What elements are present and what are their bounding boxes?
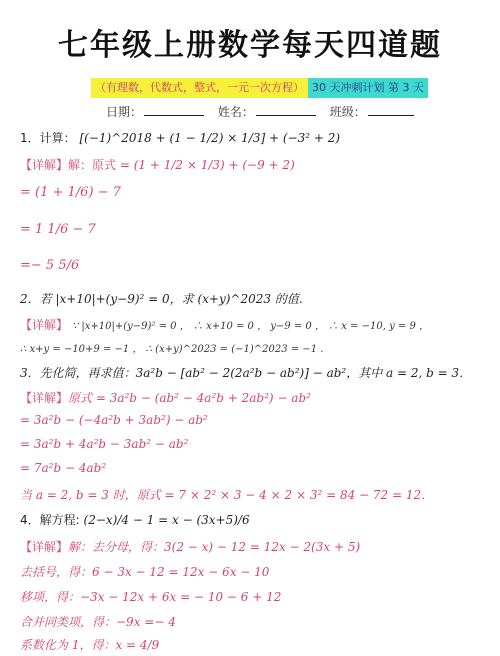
q3-prompt-text: 3．先化简，再求值：3a²b − [ab² − 2(2a²b − ab²)] − ab²，其中 a = 2, b = 3． <box>20 366 472 380</box>
q2-line2: ∴ x+y = −10+9 = −1 ， ∴ (x+y)^2023 = (−1)^2023 = −1 . <box>20 344 324 355</box>
page-title: 七年级上册数学每天四道题 <box>58 28 442 63</box>
class-label: 班级： <box>329 105 366 119</box>
q2-line1: ∵ |x+10|+(y−9)² = 0 ， ∴ x+10 = 0 ， y−9 = 0 ， ∴ x = −10, y = 9 ， <box>71 321 430 332</box>
q1-answer-lead: 解：原式 = <box>68 158 134 172</box>
q4-expression: (2−x)/4 − 1 = x − (3x+5)/6 <box>83 513 250 527</box>
q1-line3: = 1 1/6 − 7 <box>20 222 96 237</box>
q2-answer-tag: 【详解】 <box>20 318 69 332</box>
topics-tag: （有理数，代数式，整式，一元一次方程） <box>91 78 308 98</box>
q4-answer-line1 <box>20 538 360 555</box>
q3-line4: = 7a²b − 4ab² <box>20 461 107 475</box>
q4-answer-tag: 【详解】 <box>20 540 69 554</box>
name-blank <box>256 103 316 116</box>
q4-line5: 系数化为 1，得：x = 4/9 <box>20 638 160 652</box>
q4-line4: 合并同类项，得：−9x =− 4 <box>20 615 176 629</box>
q1-expression: [(−1)^2018 + (1 − 1/2) × 1/3] + (−3² + 2) <box>79 131 341 145</box>
q3-answer-line1 <box>20 389 311 406</box>
q1-line2: = (1 + 1/6) − 7 <box>20 185 121 200</box>
name-label: 姓名： <box>217 105 254 119</box>
q4-line3: 移项，得：−3x − 12x + 6x = − 10 − 6 + 12 <box>20 590 282 604</box>
q1-prompt: 1．计算： <box>20 131 76 145</box>
q3-line3: = 3a²b + 4a²b − 3ab² − ab² <box>20 437 189 451</box>
q4-line1: 解：去分母，得：3(2 − x) − 12 = 12x − 2(3x + 5) <box>68 540 361 554</box>
q1-line1: (1 + 1/2 × 1/3) + (−9 + 2) <box>133 158 295 172</box>
q2-prompt-text: 2．若 |x+10|+(y−9)² = 0，求 (x+y)^2023 的值. <box>20 292 303 306</box>
info-row <box>106 103 424 120</box>
q4-line2: 去括号，得：6 − 3x − 12 = 12x − 6x − 10 <box>20 565 270 579</box>
q3-answer-tag: 【详解】 <box>20 391 69 405</box>
q4-prompt: 4．解方程: <box>20 513 80 527</box>
day-text: 第 3 天 <box>388 81 424 94</box>
plan-text: 30 天冲刺计划 <box>312 81 385 94</box>
q1-line4: =− 5 5/6 <box>20 258 80 273</box>
q2-answer-line1 <box>20 316 429 333</box>
q4-prompt-line <box>20 511 250 528</box>
date-label: 日期： <box>106 105 143 119</box>
q1-prompt-line <box>20 129 340 146</box>
date-blank <box>144 103 204 116</box>
tag-row <box>91 78 428 98</box>
q3-prompt <box>20 364 471 381</box>
q1-answer-tag: 【详解】 <box>20 158 69 172</box>
q3-line1: 原式 = 3a²b − (ab² − 4a²b + 2ab²) − ab² <box>68 391 311 405</box>
q1-answer-line1 <box>20 156 295 173</box>
q3-line5: 当 a = 2, b = 3 时，原式 = 7 × 2² × 3 − 4 × 2 × 3² = 84 − 72 = 12． <box>20 488 434 502</box>
q3-line2: = 3a²b − (−4a²b + 3ab²) − ab² <box>20 413 208 427</box>
class-blank <box>368 103 414 116</box>
plan-tag <box>308 78 428 98</box>
q2-prompt <box>20 290 303 307</box>
